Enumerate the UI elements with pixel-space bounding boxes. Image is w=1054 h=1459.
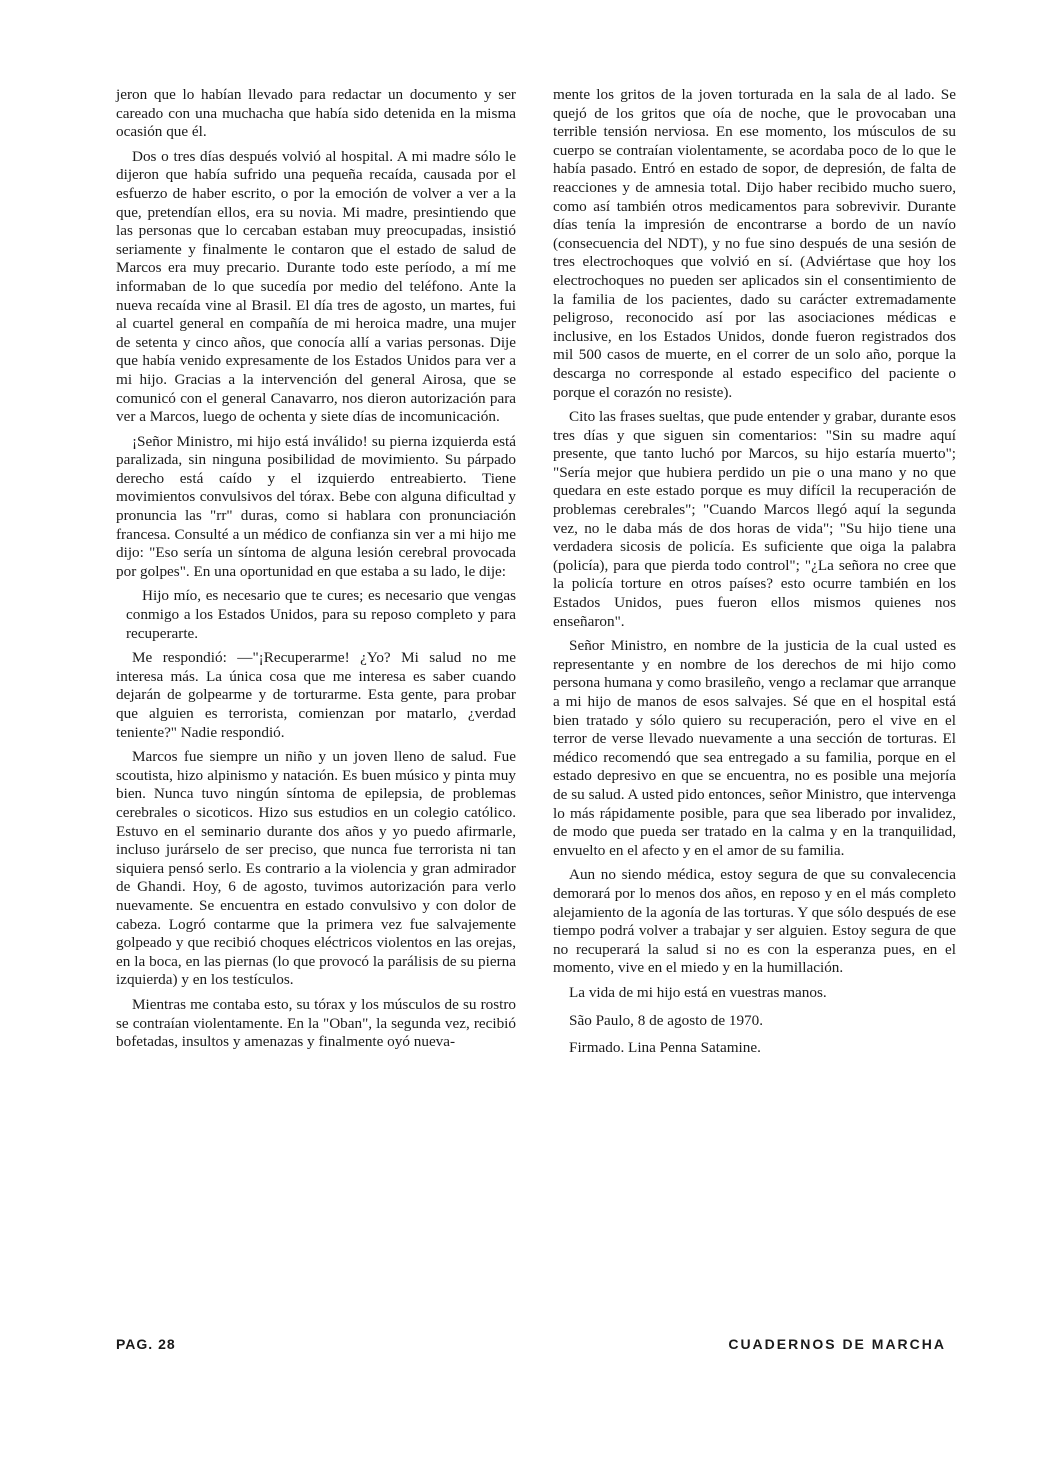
- paragraph: Mientras me contaba esto, su tórax y los músculos de su rostro se contraían violentamente. En la "Oban", la segunda vez, recibió bofetadas, insultos y amenazas y finalmente oyó nueva-: [116, 995, 516, 1051]
- paragraph: Cito las frases sueltas, que pude entender y grabar, durante esos tres días y que siguen sin comentarios: "Sin su madre aquí presente, que tanto luchó por Marcos, su hijo estaría muerto"; "Sería mejor que hubiera perdido un pie o una mano y no que quedara en este estado porque es muy difícil la recuperación de problemas cerebrales"; "Cuando Marcos llegó aquí la segunda vez, no le daba más de dos horas de vida"; "Su hijo tiene una verdadera sicosis de policía. Es suficiente que oiga la palabra (policía), para que pierda todo control"; "¿La señora no cree que la policía torture en otros países? esto ocurre también en los Estados Unidos, pues fueron ellos mismos quienes nos enseñaron".: [553, 408, 956, 630]
- quoted-paragraph: Hijo mío, es necesario que te cures; es necesario que vengas conmigo a los Estados Unidos, para su reposo completo y para recuperarte.: [126, 587, 516, 642]
- paragraph: jeron que lo habían llevado para redactar un documento y ser careado con una muchacha que había sido detenida en la misma ocasión que él.: [116, 86, 516, 141]
- date-line: São Paulo, 8 de agosto de 1970.: [569, 1011, 764, 1029]
- paragraph: Me respondió: —"¡Recuperarme! ¿Yo? Mi salud no me interesa más. La única cosa que me interesa es saber cuando dejarán de golpearme y de torturarme. Esta gente, para probar que alguien es terrorista, comienzan por matarlo, ¿verdad teniente?" Nadie respondió.: [116, 649, 516, 741]
- paragraph: mente los gritos de la joven torturada en la sala de al lado. Se quejó de los gritos que oía de noche, que le provocaban una terrible tensión nerviosa. En ese momento, los músculos de su cuerpo se contraían violentamente, se acordaba poco de lo que le había pasado. Entró en estado de sopor, de depresión, de falta de reacciones y de amnesia total. Dijo haber recibido mucho suero, como así también otros medicamentos para sobrevivir. Durante días tenía la impresión de encontrarse a bordo de un navío (consecuencia del NDT), y no fue sino después de una sesión de tres electrochoques que volvió en sí. (Adviértase que hoy los electrochoques no pueden ser aplicados sin el consentimiento de la familia de los pacientes, dado su carácter extremadamente peligroso, reconocido así por las asociaciones médicas e inclusive, en los Estados Unidos, donde fueron registrados dos mil 500 casos de muerte, en el correr de un solo año, porque la descarga no corresponde al estado especifico del paciente o porque el corazón no resiste).: [553, 86, 956, 401]
- left-column: [116, 86, 516, 1058]
- right-column: [553, 86, 956, 1067]
- paragraph: ¡Señor Ministro, mi hijo está inválido! su pierna izquierda está paralizada, sin ninguna posibilidad de movimiento. Su párpado derecho está caído y el izquierdo entreabierto. Tiene movimientos convulsivos del tórax. Bebe con alguna dificultad y pronuncia las "rr" duras, como si hablara con pronunciación francesa. Consulté a un médico de confianza sin ver a mi hijo me dijo: "Eso sería un síntoma de alguna lesión cerebral provocada por golpes". En una oportunidad en que estaba a su lado, le dije:: [116, 432, 516, 580]
- closing-line: La vida de mi hijo está en vuestras manos.: [569, 983, 827, 1001]
- paragraph: Marcos fue siempre un niño y un joven lleno de salud. Fue scoutista, hizo alpinismo y natación. Es buen músico y pinta muy bien. Nunca tuvo ningún síntoma de epilepsia, de problemas cerebrales o sicoticos. Hizo sus estudios en un colegio católico. Estuvo en el seminario durante dos años y yo puedo afirmarle, incluso jurárselo de ser preciso, que nunca fue terrorista ni tan siquiera pensó serlo. Es contrario a la violencia y gran admirador de Ghandi. Hoy, 6 de agosto, tuvimos autorización para verlo nuevamente. Se encuentra en estado convulsivo y con dolor de cabeza. Logró contarme que la primera vez fue salvajemente golpeado y que recibió choques eléctricos violentos en las orejas, en la boca, en las piernas (lo que provocó la parálisis de su pierna izquierda) y en los testículos.: [116, 748, 516, 989]
- paragraph: Dos o tres días después volvió al hospital. A mi madre sólo le dijeron que había sufrido una pequeña recaída, causada por el esfuerzo de haber escrito, o por la emoción de volver a ver a la que, pretendían ellos, era su novia. Mi madre, presintiendo que las personas que lo cercaban estaban muy preocupadas, insistió seriamente y finalmente le contaron que el estado de salud de Marcos era muy precario. Durante todo este período, a mí me informaban de lo que sucedía por medio del teléfono. Ante la nueva recaída vine al Brasil. El día tres de agosto, un martes, fui al cuartel general en compañía de mi heroica madre, una mujer de setenta y cinco años, que conocía allí a varias personas. Dije que había venido expresamente de los Estados Unidos para ver a mi hijo. Gracias a la intervención del general Airosa, que se comunicó con el general Canavarro, nos dieron autorización para ver a Marcos, luego de ochenta y siete días de incomunicación.: [116, 147, 516, 426]
- publication-name: CUADERNOS DE MARCHA: [728, 1336, 946, 1352]
- page-number: PAG. 28: [116, 1336, 176, 1352]
- signature-line: Firmado. Lina Penna Satamine.: [569, 1039, 761, 1057]
- paragraph: Aun no siendo médica, estoy segura de que su convalecencia demorará por lo menos dos años, en reposo y en el más completo alejamiento de la agonía de las torturas. Y que sólo después de ese tiempo podrá volver a trabajar y ser alguien. Estoy segura de que no recuperará la salud si no es con la esperanza pues, en el momento, vive en el miedo y en la humillación.: [553, 866, 956, 977]
- paragraph: Señor Ministro, en nombre de la justicia de la cual usted es representante y en nombre de los derechos de mi hijo como persona humana y como brasileño, vengo a reclamar que arranque a mi hijo de manos de esos salvajes. Sé que en el hospital está bien tratado y sólo quiero su recuperación, pero el vive en el terror de verse llevado nuevamente a una sección de torturas. El médico recomendó que sea entregado a su familia, porque en el estado depresivo en que se encuentra, no es posible una mejoría de su salud. A usted pido entonces, señor Ministro, que intervenga lo más rápidamente posible, para que sea liberado por invalidez, de modo que pueda ser tratado en la calma y en la tranquilidad, envuelto en el afecto y en el amor de su familia.: [553, 637, 956, 859]
